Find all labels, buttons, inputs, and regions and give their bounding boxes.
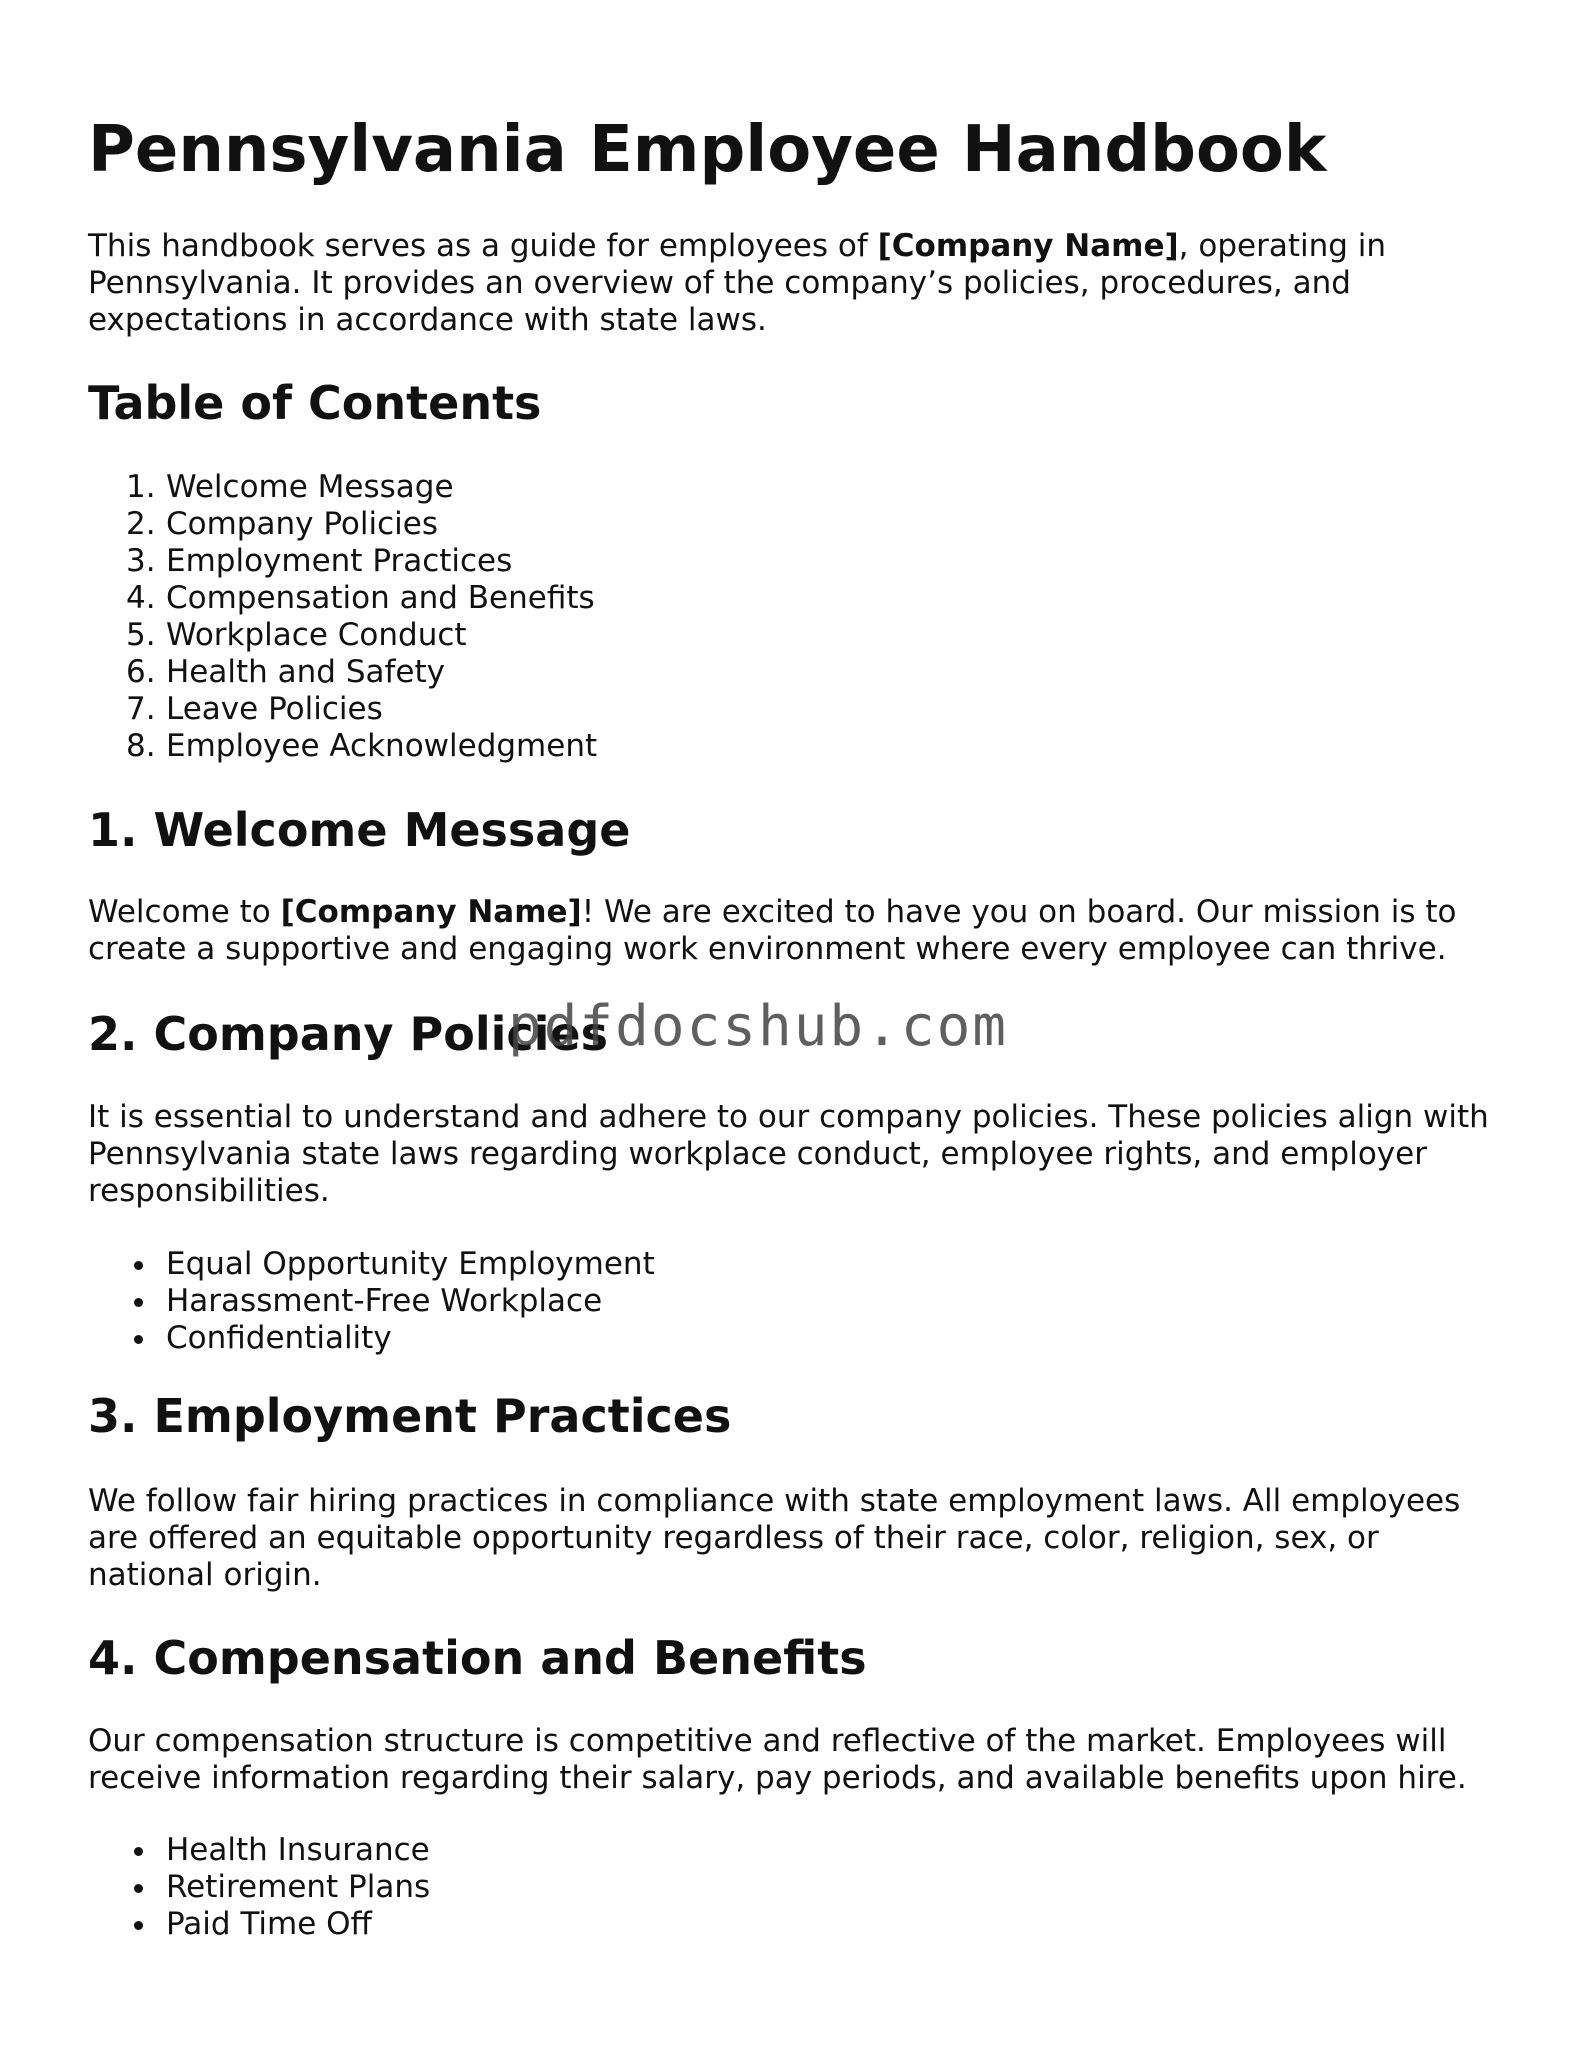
toc-item-leave[interactable]: 7. Leave Policies xyxy=(126,691,383,727)
policies-paragraph: It is essential to understand and adhere to our company policies. These policies align with Pennsylvania state laws regarding workplace conduct, employee rights, and employer responsibilities. xyxy=(88,1099,1489,1209)
bullet-icon xyxy=(134,1847,143,1856)
bullet-icon xyxy=(134,1335,143,1344)
policies-heading: 2. Company Policies xyxy=(88,1007,608,1061)
toc-item-practices[interactable]: 3. Employment Practices xyxy=(126,543,513,579)
list-item: Equal Opportunity Employment xyxy=(166,1246,655,1283)
document-title: Pennsylvania Employee Handbook xyxy=(88,113,1327,187)
list-item: Confidentiality xyxy=(166,1320,655,1357)
welcome-heading: 1. Welcome Message xyxy=(88,803,631,857)
list-item: Health Insurance xyxy=(166,1832,430,1869)
intro-company-name: [Company Name] xyxy=(877,228,1179,264)
bullet-icon xyxy=(134,1921,143,1930)
intro-text-after: , operating in Pennsylvania. It provides an overview of the company’s policies, procedures, and expectations in accordance with state laws. xyxy=(88,228,1387,338)
toc-item-welcome[interactable]: 1. Welcome Message xyxy=(126,469,454,505)
toc-item-acknowledgment[interactable]: 8. Employee Acknowledgment xyxy=(126,728,598,764)
intro-text-before: This handbook serves as a guide for employees of xyxy=(88,228,878,264)
practices-heading: 3. Employment Practices xyxy=(88,1389,732,1443)
compensation-paragraph: Our compensation structure is competitive and reflective of the market. Employees will receive information regarding their salary, pay periods, and available benefits upon hire. xyxy=(88,1723,1467,1796)
practices-paragraph: We follow fair hiring practices in compliance with state employment laws. All employees are offered an equitable opportunity regardless of their race, color, religion, sex, or national origin. xyxy=(88,1483,1461,1593)
list-item: Retirement Plans xyxy=(166,1869,430,1906)
list-item: Harassment-Free Workplace xyxy=(166,1283,655,1320)
intro-paragraph xyxy=(88,228,1508,339)
welcome-text-before: Welcome to xyxy=(88,894,281,930)
watermark: pdfdocshub.com xyxy=(508,994,1009,1059)
list-item: Paid Time Off xyxy=(166,1906,430,1943)
welcome-paragraph xyxy=(88,894,1508,968)
toc-item-conduct[interactable]: 5. Workplace Conduct xyxy=(126,617,467,653)
toc-item-compensation[interactable]: 4. Compensation and Benefits xyxy=(126,580,595,616)
compensation-heading: 4. Compensation and Benefits xyxy=(88,1631,867,1685)
welcome-text-after: ! We are excited to have you on board. Our mission is to create a supportive and engaging work environment where every employee can thrive. xyxy=(88,894,1457,967)
compensation-list xyxy=(88,1832,430,1943)
toc-heading: Table of Contents xyxy=(88,376,542,430)
bullet-icon xyxy=(134,1884,143,1893)
toc-list xyxy=(88,469,597,765)
policies-list xyxy=(88,1246,655,1357)
welcome-company-name: [Company Name] xyxy=(280,894,582,930)
toc-item-health[interactable]: 6. Health and Safety xyxy=(126,654,445,690)
bullet-icon xyxy=(134,1261,143,1270)
toc-item-policies[interactable]: 2. Company Policies xyxy=(126,506,438,542)
bullet-icon xyxy=(134,1298,143,1307)
